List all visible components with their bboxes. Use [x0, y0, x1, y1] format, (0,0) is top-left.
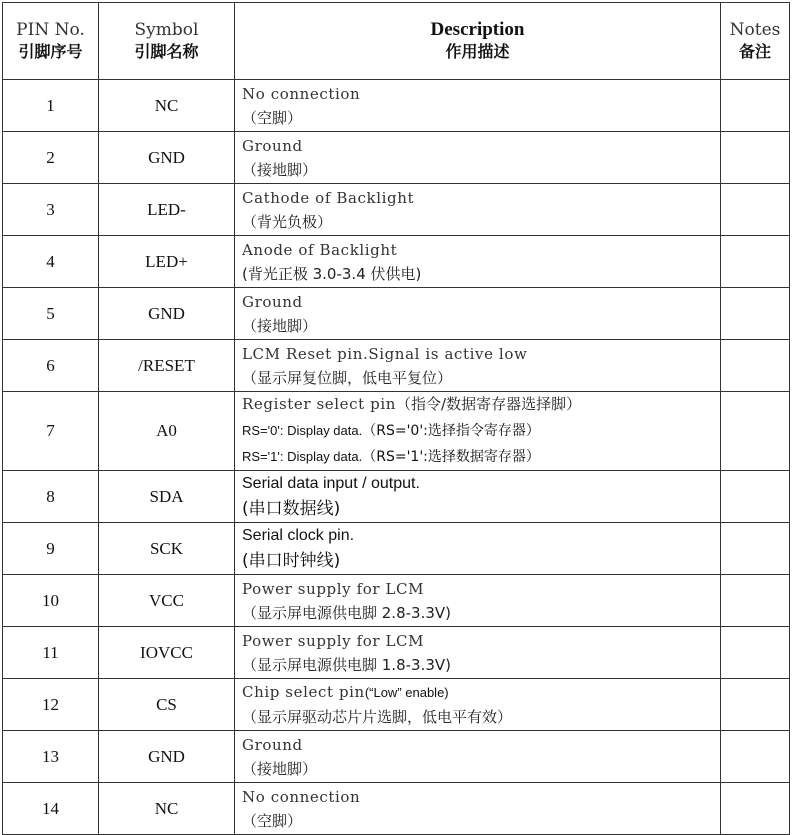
pin-description	[235, 575, 721, 627]
description-cn: （接地脚）	[242, 316, 318, 335]
table-row	[3, 80, 790, 132]
pin-symbol: A0	[99, 392, 235, 471]
pin-description	[235, 679, 721, 731]
description-en: Serial clock pin.	[242, 527, 355, 544]
header-symbol	[99, 3, 235, 80]
header-notes-cn: 备注	[738, 42, 771, 61]
pin-notes	[721, 471, 790, 523]
pin-description	[235, 627, 721, 679]
description-en: Power supply for LCM	[242, 579, 425, 598]
pin-notes	[721, 132, 790, 184]
pin-number: 9	[3, 523, 99, 575]
pin-notes	[721, 731, 790, 783]
pin-notes	[721, 679, 790, 731]
description-en: Power supply for LCM	[242, 631, 425, 650]
header-pin-cn: 引脚序号	[18, 42, 83, 61]
pin-notes	[721, 523, 790, 575]
pin-symbol: LED-	[99, 184, 235, 236]
pin-number: 1	[3, 80, 99, 132]
description-cn: （背光负极）	[242, 212, 333, 231]
description-cn: （接地脚）	[242, 759, 318, 778]
pin-notes	[721, 184, 790, 236]
pin-symbol: GND	[99, 288, 235, 340]
pin-number: 13	[3, 731, 99, 783]
pin-description	[235, 731, 721, 783]
table-row	[3, 627, 790, 679]
pin-number: 5	[3, 288, 99, 340]
pin-number: 4	[3, 236, 99, 288]
pin-description	[235, 340, 721, 392]
pin-notes	[721, 575, 790, 627]
header-description	[235, 3, 721, 80]
pin-symbol: IOVCC	[99, 627, 235, 679]
table-row	[3, 236, 790, 288]
pin-description	[235, 783, 721, 835]
description-cn: （显示屏复位脚，低电平复位）	[242, 368, 453, 387]
table-row	[3, 575, 790, 627]
description-en: LCM Reset pin.Signal is active low	[242, 344, 528, 363]
description-cn: （指令/数据寄存器选择脚）	[396, 395, 582, 413]
description-en: Cathode of Backlight	[242, 188, 415, 207]
pin-notes	[721, 288, 790, 340]
pin-description	[235, 471, 721, 523]
pin-description	[235, 80, 721, 132]
description-cn: (背光正极 3.0-3.4 伏供电)	[242, 264, 422, 283]
pin-definition-table	[2, 2, 790, 835]
pin-notes	[721, 80, 790, 132]
pin-symbol: GND	[99, 731, 235, 783]
pin-description	[235, 132, 721, 184]
description-en: Ground	[242, 292, 303, 311]
rs0-line	[242, 418, 720, 444]
pin-symbol: NC	[99, 80, 235, 132]
pin-number: 6	[3, 340, 99, 392]
table-row	[3, 132, 790, 184]
rs1-en: RS='1': Display data.	[242, 449, 363, 464]
description-en: Serial data input / output.	[242, 475, 420, 492]
pin-number: 8	[3, 471, 99, 523]
pin-symbol: LED+	[99, 236, 235, 288]
pin-description	[235, 184, 721, 236]
description-cn: （空脚）	[242, 108, 303, 127]
header-notes-en: Notes	[729, 20, 781, 40]
description-cn: （显示屏电源供电脚 2.8-3.3V)	[242, 603, 452, 622]
table-row	[3, 340, 790, 392]
pin-description	[235, 392, 721, 471]
table-row	[3, 471, 790, 523]
description-cn: （显示屏驱动芯片片选脚，低电平有效）	[242, 708, 513, 726]
description-en: Anode of Backlight	[242, 240, 398, 259]
pin-number: 7	[3, 392, 99, 471]
pin-notes	[721, 392, 790, 471]
header-notes	[721, 3, 790, 80]
description-cn: (串口时钟线)	[242, 551, 341, 571]
description-en: Ground	[242, 136, 303, 155]
pin-number: 12	[3, 679, 99, 731]
pin-notes	[721, 340, 790, 392]
description-en: Ground	[242, 735, 303, 754]
pin-number: 10	[3, 575, 99, 627]
pin-description	[235, 523, 721, 575]
table-row	[3, 288, 790, 340]
header-symbol-cn: 引脚名称	[134, 42, 199, 61]
description-cn: (串口数据线)	[242, 499, 341, 519]
pin-symbol: NC	[99, 783, 235, 835]
pin-notes	[721, 627, 790, 679]
description-cn: （接地脚）	[242, 160, 318, 179]
pin-number: 3	[3, 184, 99, 236]
pin-description	[235, 288, 721, 340]
table-row	[3, 392, 790, 471]
rs1-line	[242, 444, 720, 470]
rs0-en: RS='0': Display data.	[242, 423, 363, 438]
header-symbol-en: Symbol	[134, 20, 199, 40]
pin-description	[235, 236, 721, 288]
header-description-cn: 作用描述	[445, 42, 510, 61]
table-row	[3, 523, 790, 575]
description-en-note: (“Low” enable)	[364, 685, 449, 700]
rs0-cn: （RS='0':选择指令寄存器）	[362, 423, 540, 439]
pin-symbol: /RESET	[99, 340, 235, 392]
pin-symbol: GND	[99, 132, 235, 184]
description-en: No connection	[242, 787, 361, 806]
description-en: Chip select pin	[242, 683, 365, 701]
header-pin-en: PIN No.	[16, 20, 85, 40]
table-row	[3, 679, 790, 731]
pin-notes	[721, 783, 790, 835]
description-cn: （空脚）	[242, 811, 303, 830]
pin-symbol: VCC	[99, 575, 235, 627]
pin-symbol: CS	[99, 679, 235, 731]
table-row	[3, 783, 790, 835]
header-pin	[3, 3, 99, 80]
pin-number: 11	[3, 627, 99, 679]
pin-notes	[721, 236, 790, 288]
pin-number: 14	[3, 783, 99, 835]
pin-symbol: SDA	[99, 471, 235, 523]
description-cn: （显示屏电源供电脚 1.8-3.3V)	[242, 655, 452, 674]
rs1-cn: （RS='1':选择数据寄存器）	[362, 449, 540, 465]
pin-number: 2	[3, 132, 99, 184]
header-row	[3, 3, 790, 80]
table-row	[3, 184, 790, 236]
header-description-en: Description	[430, 19, 525, 40]
table-row	[3, 731, 790, 783]
description-en: Register select pin	[242, 395, 397, 413]
description-en: No connection	[242, 84, 361, 103]
pin-symbol: SCK	[99, 523, 235, 575]
